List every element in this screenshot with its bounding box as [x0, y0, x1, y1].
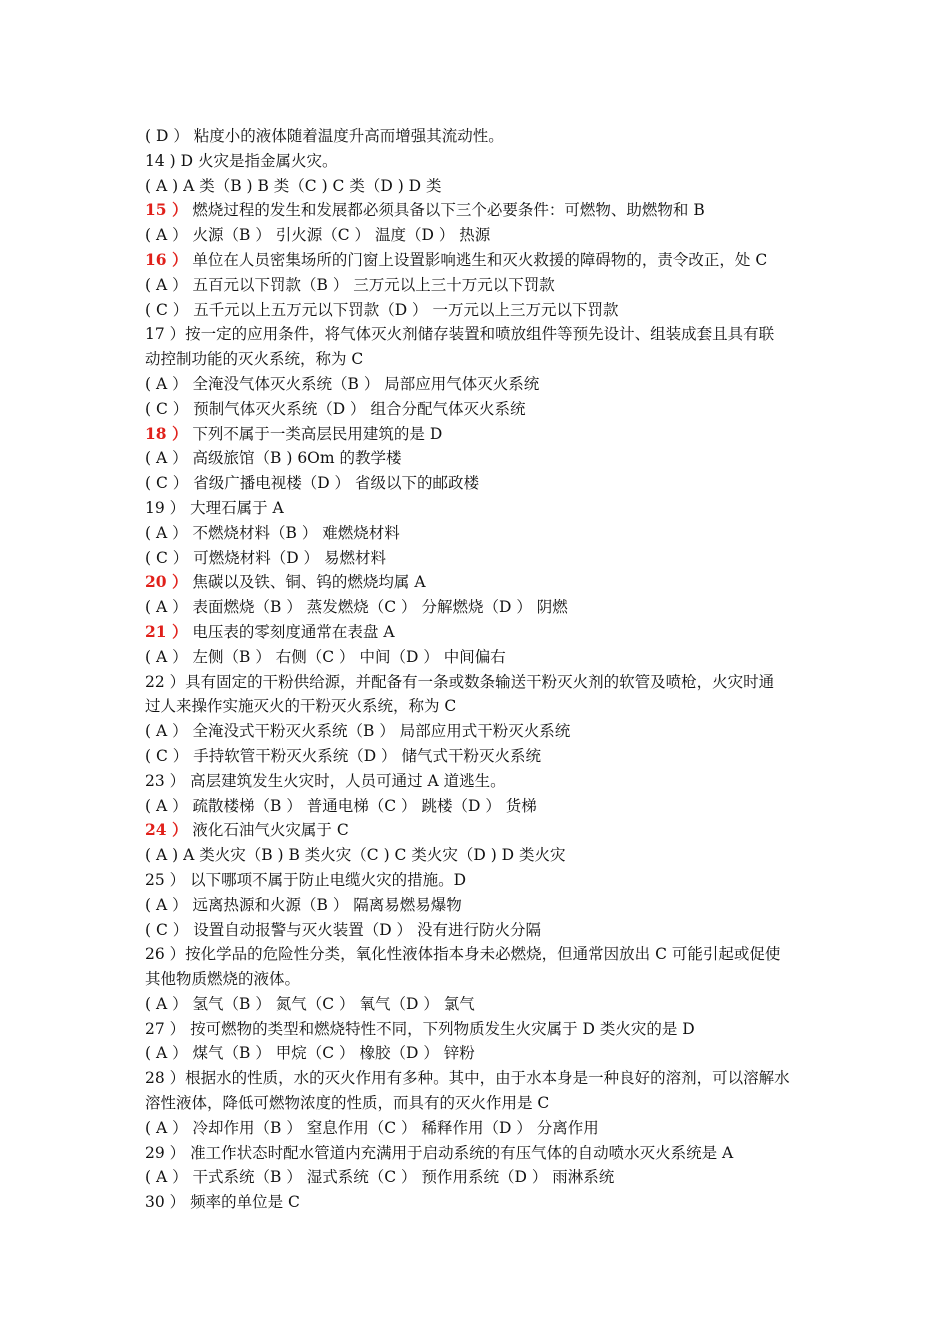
line-text: ( C ） 设置自动报警与灭火装置（D ） 没有进行防火分隔 — [145, 920, 541, 939]
line-text: ( A ） 远离热源和火源（B ） 隔离易燃易爆物 — [145, 895, 462, 914]
line-text: 焦碳以及铁、铜、钨的燃烧均属 A — [187, 573, 426, 592]
line-text: ( A ） 氢气（B ） 氮气（C ） 氧气（D ） 氯气 — [145, 994, 475, 1013]
question-list — [145, 124, 815, 1215]
text-line — [145, 769, 815, 794]
text-line — [145, 595, 815, 620]
text-line — [145, 496, 815, 521]
line-text: 26 ）按化学品的危险性分类，氧化性液体指本身未必燃烧，但通常因放出 C 可能引起或促使 — [145, 945, 781, 964]
line-text: ( A ） 表面燃烧（B ） 蒸发燃烧（C ） 分解燃烧（D ） 阴燃 — [145, 598, 568, 617]
line-text: 17 ）按一定的应用条件，将气体灭火剂储存装置和喷放组件等预先设计、组装成套且具有联 — [145, 325, 775, 344]
line-text: ( A ） 干式系统（B ） 湿式系统（C ） 预作用系统（D ） 雨淋系统 — [145, 1168, 615, 1187]
text-line — [145, 174, 815, 199]
text-line — [145, 1091, 815, 1116]
text-line — [145, 645, 815, 670]
line-text: 28 ）根据水的性质，水的灭火作用有多种。其中，由于水本身是一种良好的溶剂，可以溶解水 — [145, 1069, 790, 1088]
text-line — [145, 1041, 815, 1066]
text-line — [145, 422, 815, 447]
text-line — [145, 1190, 815, 1215]
text-line — [145, 1141, 815, 1166]
question-number: 16 ） — [145, 249, 188, 269]
text-line — [145, 818, 815, 843]
line-text: ( D ） 粘度小的液体随着温度升高而增强其流动性。 — [145, 127, 504, 145]
question-number: 24 ） — [145, 820, 188, 840]
line-text: ( A ） 五百元以下罚款（B ） 三万元以上三十万元以下罚款 — [145, 275, 555, 294]
line-text: 下列不属于一类高层民用建筑的是 D — [187, 424, 443, 443]
line-text: 燃烧过程的发生和发展都必须具备以下三个必要条件：可燃物、助燃物和 B — [187, 201, 705, 220]
line-text: 溶性液体，降低可燃物浓度的性质，而具有的灭火作用是 C — [145, 1094, 550, 1113]
line-text: 液化石油气火灾属于 C — [187, 821, 349, 840]
question-number: 20 ） — [145, 572, 188, 592]
line-text: 动控制功能的灭火系统，称为 C — [145, 350, 364, 369]
text-line — [145, 893, 815, 918]
line-text: 29 ） 准工作状态时配水管道内充满用于启动系统的有压气体的自动喷水灭火系统是 A — [145, 1143, 734, 1162]
text-line — [145, 620, 815, 645]
text-line — [145, 446, 815, 471]
text-line — [145, 298, 815, 323]
line-text: ( A ） 全淹没式干粉灭火系统（B ） 局部应用式干粉灭火系统 — [145, 722, 571, 741]
line-text: 过人来操作实施灭火的干粉灭火系统，称为 C — [145, 697, 457, 716]
line-text: 14 ) D 火灾是指金属火灾。 — [145, 151, 338, 170]
line-text: ( C ） 省级广播电视楼（D ） 省级以下的邮政楼 — [145, 474, 479, 493]
line-text: 23 ） 高层建筑发生火灾时，人员可通过 A 道逃生。 — [145, 771, 506, 790]
line-text: ( C ） 可燃烧材料（D ） 易燃材料 — [145, 548, 386, 567]
line-text: ( A ） 火源（B ） 引火源（C ） 温度（D ） 热源 — [145, 226, 491, 245]
text-line — [145, 1017, 815, 1042]
text-line — [145, 372, 815, 397]
text-line — [145, 694, 815, 719]
text-line — [145, 992, 815, 1017]
text-line — [145, 744, 815, 769]
text-line — [145, 719, 815, 744]
text-line — [145, 570, 815, 595]
text-line — [145, 670, 815, 695]
text-line — [145, 967, 815, 992]
line-text: 单位在人员密集场所的门窗上设置影响逃生和灭火救援的障碍物的，责令改正，处 C — [187, 250, 768, 269]
text-line — [145, 546, 815, 571]
question-number: 15 ） — [145, 200, 188, 220]
text-line — [145, 843, 815, 868]
text-line — [145, 1165, 815, 1190]
text-line — [145, 273, 815, 298]
text-line — [145, 124, 815, 149]
line-text: ( A ） 不燃烧材料（B ） 难燃烧材料 — [145, 523, 400, 542]
line-text: ( C ） 五千元以上五万元以下罚款（D ） 一万元以上三万元以下罚款 — [145, 300, 619, 319]
text-line — [145, 868, 815, 893]
line-text: ( A ） 煤气（B ） 甲烷（C ） 橡胶（D ） 锌粉 — [145, 1044, 475, 1063]
text-line — [145, 248, 815, 273]
text-line — [145, 223, 815, 248]
line-text: ( A ) A 类火灾（B ) B 类火灾（C ) C 类火灾（D ) D 类火灾 — [145, 846, 566, 865]
line-text: ( C ） 预制气体灭火系统（D ） 组合分配气体灭火系统 — [145, 399, 526, 418]
text-line — [145, 198, 815, 223]
text-line — [145, 149, 815, 174]
line-text: 25 ） 以下哪项不属于防止电缆火灾的措施。D — [145, 870, 467, 889]
text-line — [145, 397, 815, 422]
line-text: ( A ） 高级旅馆（B ) 6Om 的教学楼 — [145, 449, 402, 468]
text-line — [145, 347, 815, 372]
question-number: 21 ） — [145, 621, 188, 641]
line-text: 其他物质燃烧的液体。 — [145, 970, 301, 989]
text-line — [145, 942, 815, 967]
line-text: 30 ） 频率的单位是 C — [145, 1193, 300, 1212]
line-text: 19 ） 大理石属于 A — [145, 498, 284, 517]
line-text: 电压表的零刻度通常在表盘 A — [187, 622, 395, 641]
text-line — [145, 1116, 815, 1141]
text-line — [145, 1066, 815, 1091]
line-text: ( C ） 手持软管干粉灭火系统（D ） 储气式干粉灭火系统 — [145, 746, 541, 765]
line-text: ( A ） 全淹没气体灭火系统（B ） 局部应用气体灭火系统 — [145, 374, 540, 393]
text-line — [145, 471, 815, 496]
text-line — [145, 794, 815, 819]
line-text: ( A ) A 类（B ) B 类（C ) C 类（D ) D 类 — [145, 176, 442, 195]
line-text: 22 ）具有固定的干粉供给源，并配备有一条或数条输送干粉灭火剂的软管及喷枪，火灾时通 — [145, 672, 775, 691]
text-line — [145, 322, 815, 347]
line-text: ( A ） 左侧（B ） 右侧（C ） 中间（D ） 中间偏右 — [145, 647, 506, 666]
text-line — [145, 918, 815, 943]
line-text: 27 ） 按可燃物的类型和燃烧特性不同，下列物质发生火灾属于 D 类火灾的是 D — [145, 1019, 695, 1038]
question-number: 18 ） — [145, 423, 188, 443]
line-text: ( A ） 冷却作用（B ） 窒息作用（C ） 稀释作用（D ） 分离作用 — [145, 1118, 599, 1137]
text-line — [145, 521, 815, 546]
line-text: ( A ） 疏散楼梯（B ） 普通电梯（C ） 跳楼（D ） 货梯 — [145, 796, 537, 815]
